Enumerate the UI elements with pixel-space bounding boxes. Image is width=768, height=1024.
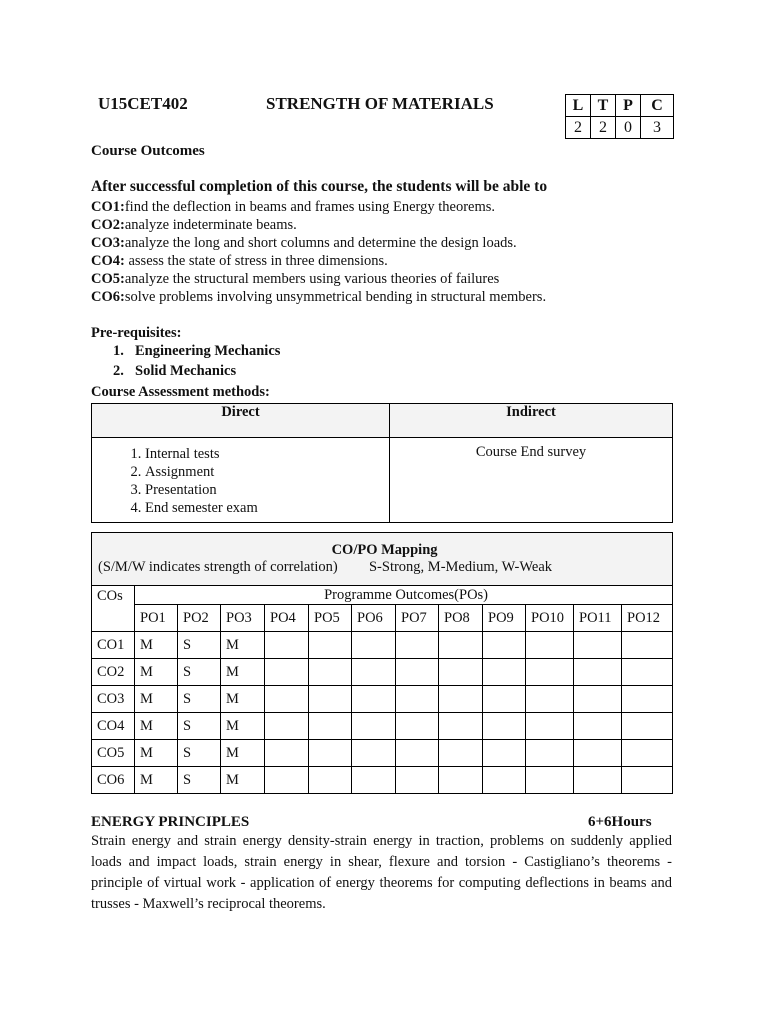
- indirect-method-item: Course End survey: [475, 444, 587, 460]
- mapping-cell: M: [135, 659, 178, 686]
- mapping-cell: [396, 767, 439, 794]
- mapping-row: [92, 659, 673, 686]
- co-item: [91, 253, 388, 270]
- mapping-cell: [396, 659, 439, 686]
- co-text: find the deflection in beams and frames using Energy theorems.: [124, 199, 496, 215]
- mapping-cell: [352, 632, 396, 659]
- co-po-mapping-table: [91, 532, 673, 794]
- mapping-cell: [265, 659, 309, 686]
- indirect-header: Indirect: [390, 404, 673, 438]
- co-item: [91, 217, 297, 234]
- prerequisites-heading: Pre-requisites:: [91, 325, 182, 341]
- mapping-row: [92, 713, 673, 740]
- ltpc-header-p: P: [616, 95, 641, 117]
- direct-method-item: 1. Internal tests: [145, 445, 388, 463]
- co-text: assess the state of stress in three dimensions.: [124, 253, 388, 269]
- mapping-cell: [309, 713, 352, 740]
- mapping-cell: [265, 686, 309, 713]
- mapping-cell: M: [221, 767, 265, 794]
- mapping-cell: [483, 686, 526, 713]
- mapping-co-label: CO3: [92, 686, 135, 713]
- po-column-header: PO5: [309, 605, 352, 632]
- co-text: analyze the structural members using various theories of failures: [124, 271, 500, 287]
- ltpc-value-row: [566, 117, 674, 139]
- mapping-cell: S: [178, 767, 221, 794]
- prerequisite-text: Solid Mechanics: [135, 363, 237, 379]
- course-outcomes-intro: After successful completion of this course, the students will be able to: [91, 178, 548, 195]
- mapping-cell: [483, 713, 526, 740]
- ltpc-value-l: 2: [566, 117, 591, 139]
- mapping-cell: [396, 632, 439, 659]
- mapping-co-label: CO2: [92, 659, 135, 686]
- mapping-cell: [483, 740, 526, 767]
- mapping-cell: [309, 632, 352, 659]
- prerequisite-item: [113, 363, 236, 380]
- ltpc-value-c: 3: [641, 117, 674, 139]
- mapping-cell: [439, 767, 483, 794]
- mapping-cell: [526, 767, 574, 794]
- mapping-cell: [309, 767, 352, 794]
- mapping-cell: [352, 659, 396, 686]
- mapping-cell: M: [135, 740, 178, 767]
- mapping-cell: [309, 740, 352, 767]
- po-column-header: PO10: [526, 605, 574, 632]
- course-outcomes-heading: Course Outcomes: [91, 143, 205, 159]
- mapping-cell: [265, 767, 309, 794]
- po-column-header: PO6: [352, 605, 396, 632]
- mapping-row: [92, 632, 673, 659]
- cos-header: COs: [92, 586, 135, 632]
- mapping-cell: [622, 686, 673, 713]
- mapping-row: [92, 740, 673, 767]
- direct-method-item: 2. Assignment: [145, 463, 388, 481]
- mapping-cell: [622, 740, 673, 767]
- mapping-cell: [483, 632, 526, 659]
- mapping-cell: [526, 740, 574, 767]
- ltpc-header-row: [566, 95, 674, 117]
- mapping-legend-left: (S/M/W indicates strength of correlation): [98, 559, 338, 575]
- ltpc-header-l: L: [566, 95, 591, 117]
- po-header-row: [92, 605, 673, 632]
- ltpc-header-t: T: [591, 95, 616, 117]
- prerequisite-item: [113, 343, 280, 360]
- mapping-cell: M: [135, 632, 178, 659]
- co-text: analyze indeterminate beams.: [124, 217, 297, 233]
- mapping-cell: [265, 713, 309, 740]
- prerequisite-text: Engineering Mechanics: [135, 343, 281, 359]
- mapping-cell: [574, 686, 622, 713]
- mapping-cell: [396, 740, 439, 767]
- mapping-cell: [352, 767, 396, 794]
- co-label: CO4:: [91, 253, 125, 269]
- mapping-cell: [574, 713, 622, 740]
- mapping-cell: [439, 632, 483, 659]
- mapping-cell: M: [135, 767, 178, 794]
- unit-hours: 6+6Hours: [588, 814, 652, 830]
- mapping-cell: [574, 767, 622, 794]
- mapping-cell: [352, 740, 396, 767]
- po-column-header: PO2: [178, 605, 221, 632]
- mapping-cell: [439, 659, 483, 686]
- mapping-co-label: CO1: [92, 632, 135, 659]
- course-title: STRENGTH OF MATERIALS: [266, 94, 494, 113]
- mapping-cell: M: [221, 740, 265, 767]
- co-item: [91, 199, 495, 216]
- co-label: CO6:: [91, 289, 125, 305]
- mapping-cell: M: [135, 713, 178, 740]
- indirect-methods-cell: [390, 438, 673, 523]
- mapping-cell: [483, 767, 526, 794]
- mapping-cell: [526, 659, 574, 686]
- mapping-cell: M: [221, 686, 265, 713]
- direct-methods-cell: [92, 438, 390, 523]
- mapping-co-label: CO4: [92, 713, 135, 740]
- mapping-cell: [622, 659, 673, 686]
- mapping-co-label: CO6: [92, 767, 135, 794]
- po-column-header: PO3: [221, 605, 265, 632]
- mapping-row: [92, 767, 673, 794]
- direct-header: Direct: [92, 404, 390, 438]
- course-code: U15CET402: [98, 94, 188, 113]
- co-label: CO3:: [91, 235, 125, 251]
- mapping-co-label: CO5: [92, 740, 135, 767]
- mapping-cell: [439, 713, 483, 740]
- mapping-cell: [265, 632, 309, 659]
- mapping-cell: M: [221, 713, 265, 740]
- co-item: [91, 235, 517, 252]
- po-column-header: PO9: [483, 605, 526, 632]
- po-column-header: PO4: [265, 605, 309, 632]
- mapping-cell: [622, 713, 673, 740]
- prerequisite-number: 1.: [113, 343, 124, 359]
- mapping-body: [92, 632, 673, 794]
- po-column-header: PO8: [439, 605, 483, 632]
- unit-title: ENERGY PRINCIPLES: [91, 814, 250, 830]
- mapping-cell: [622, 767, 673, 794]
- co-label: CO2:: [91, 217, 125, 233]
- mapping-cell: [526, 713, 574, 740]
- direct-method-item: 3. Presentation: [145, 481, 388, 499]
- mapping-cell: [574, 740, 622, 767]
- mapping-cell: S: [178, 632, 221, 659]
- mapping-cell: M: [135, 686, 178, 713]
- mapping-cell: [439, 686, 483, 713]
- mapping-cell: M: [221, 659, 265, 686]
- unit-description: Strain energy and strain energy density-strain energy in traction, problems on suddenly applied loads and impact loads, strain energy in shear, flexure and torsion - Castigliano’s theorems - principle of virtual work - application of energy theorems for computing deflections in beams and trusses - Maxwell’s reciprocal theorems.: [91, 833, 672, 912]
- ltpc-header-c: C: [641, 95, 674, 117]
- po-column-header: PO11: [574, 605, 622, 632]
- co-label: CO5:: [91, 271, 125, 287]
- co-text: solve problems involving unsymmetrical bending in structural members.: [124, 289, 547, 305]
- direct-methods-list: [93, 445, 388, 517]
- assessment-table: [91, 403, 673, 523]
- mapping-cell: [574, 632, 622, 659]
- ltpc-value-p: 0: [616, 117, 641, 139]
- mapping-row: [92, 686, 673, 713]
- programme-outcomes-header: Programme Outcomes(POs): [135, 586, 673, 605]
- mapping-cell: S: [178, 659, 221, 686]
- co-item: [91, 289, 546, 306]
- ltpc-table: [565, 94, 674, 139]
- mapping-cell: [574, 659, 622, 686]
- mapping-cell: M: [221, 632, 265, 659]
- mapping-cell: [396, 713, 439, 740]
- mapping-cell: [526, 632, 574, 659]
- mapping-title: CO/PO Mapping: [331, 542, 438, 558]
- po-column-header: PO12: [622, 605, 673, 632]
- prerequisite-number: 2.: [113, 363, 124, 379]
- ltpc-value-t: 2: [591, 117, 616, 139]
- mapping-header-cell: [92, 533, 673, 586]
- po-column-header: PO7: [396, 605, 439, 632]
- mapping-cell: [483, 659, 526, 686]
- mapping-cell: [352, 713, 396, 740]
- mapping-cell: [439, 740, 483, 767]
- mapping-cell: [352, 686, 396, 713]
- mapping-cell: S: [178, 713, 221, 740]
- mapping-legend-right: S-Strong, M-Medium, W-Weak: [368, 559, 553, 575]
- mapping-cell: S: [178, 686, 221, 713]
- mapping-cell: [526, 686, 574, 713]
- co-label: CO1:: [91, 199, 125, 215]
- po-column-header: PO1: [135, 605, 178, 632]
- mapping-cell: [265, 740, 309, 767]
- mapping-cell: [309, 686, 352, 713]
- mapping-cell: [309, 659, 352, 686]
- mapping-cell: S: [178, 740, 221, 767]
- mapping-cell: [622, 632, 673, 659]
- assessment-heading: Course Assessment methods:: [91, 384, 270, 400]
- co-text: analyze the long and short columns and determine the design loads.: [124, 235, 517, 251]
- direct-method-item: 4. End semester exam: [145, 499, 388, 517]
- mapping-cell: [396, 686, 439, 713]
- co-item: [91, 271, 499, 288]
